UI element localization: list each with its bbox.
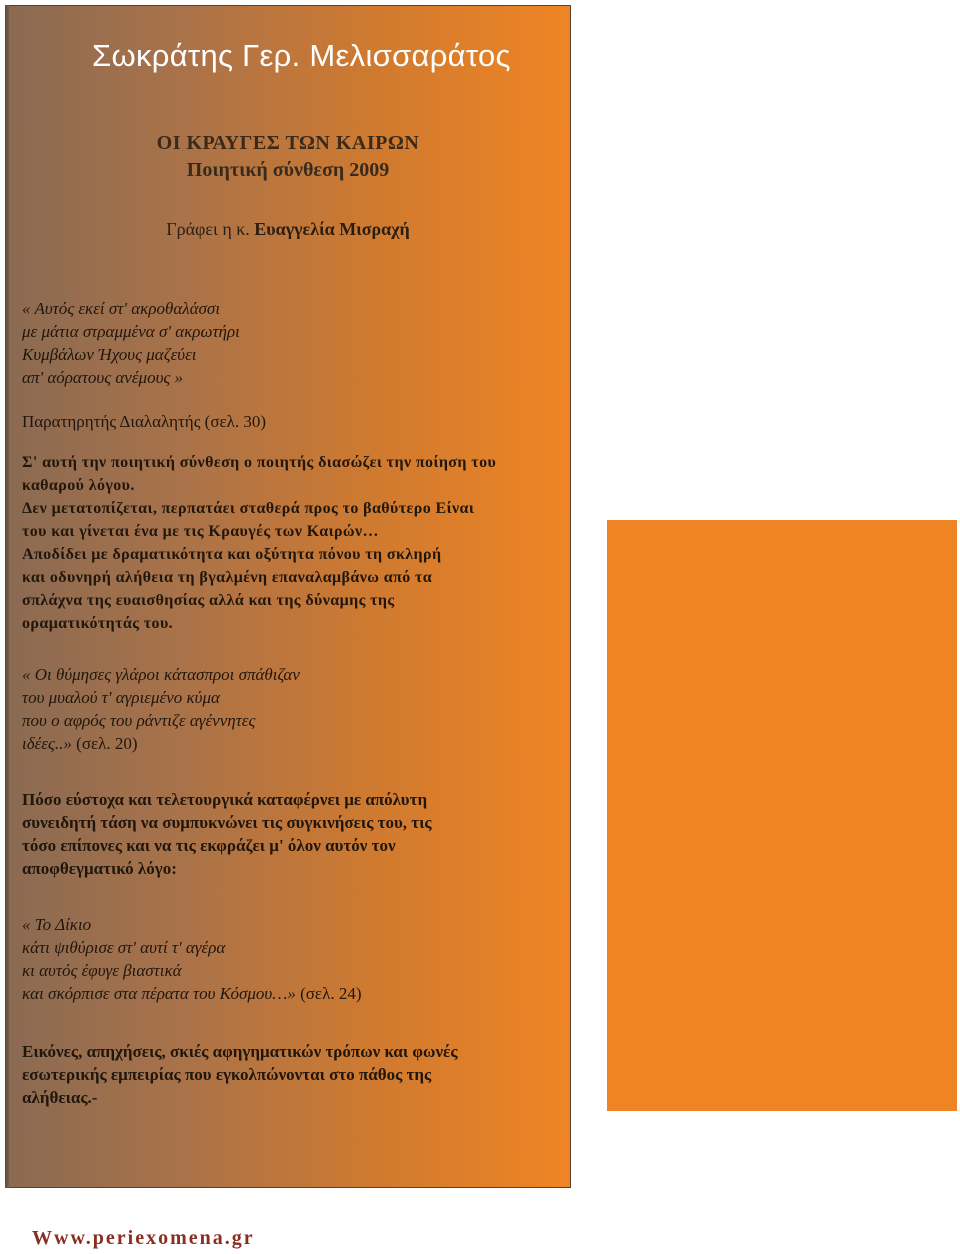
book-subtitle: Ποιητική σύνθεση 2009 [186, 159, 390, 181]
review-writer [5, 219, 571, 240]
paragraph-1 [22, 451, 562, 635]
paragraph-line: σπλάχνα της ευαισθησίας αλλά και της δύναμης της [22, 592, 395, 609]
quote-line: απ' αόρατους ανέμους » [22, 368, 184, 387]
paragraph-line: αλήθειας.- [22, 1088, 98, 1107]
quote-line: κι αυτός έφυγε βιαστικά [22, 961, 182, 980]
paragraph-line: Πόσο εύστοχα και τελετουργικά καταφέρνει με απόλυτη [22, 790, 428, 809]
quote-line: ιδέες..» [22, 734, 72, 753]
orange-side-box [607, 520, 957, 1111]
page-ref: (σελ. 20) [71, 734, 138, 753]
writer-prefix: Γράφει η κ. [166, 219, 250, 239]
paragraph-line: οραματικότητάς του. [22, 615, 174, 632]
paragraph-line: εσωτερικής εμπειρίας που εγκολπώνονται στο πάθος της [22, 1065, 432, 1084]
paragraph-line: τόσο επίπονες και να τις εκφράζει μ' όλον αυτόν τον [22, 836, 396, 855]
website-link[interactable]: Www.periexomena.gr [32, 1227, 255, 1249]
page-ref: (σελ. 24) [295, 984, 362, 1003]
quote-1-source [22, 410, 562, 433]
quote-1 [22, 297, 562, 389]
quote-line: του μυαλού τ' αγριεμένο κύμα [22, 688, 220, 707]
paragraph-3 [22, 1040, 562, 1109]
book-title: ΟΙ ΚΡΑΥΓΕΣ ΤΩΝ ΚΑΙΡΩΝ [156, 132, 420, 154]
paragraph-line: και οδυνηρή αλήθεια τη βγαλμένη επαναλαμβάνω από τα [22, 569, 433, 586]
paragraph-line: καθαρού λόγου. [22, 477, 135, 494]
panel-edge [5, 5, 9, 1188]
quote-2 [22, 663, 562, 755]
writer-name: Ευαγγελία Μισραχή [254, 219, 410, 239]
paragraph-line: Αποδίδει με δραματικότητα και οξύτητα πόνου τη σκληρή [22, 546, 442, 563]
quote-line: « Οι θύμησες γλάροι κάτασπροι σπάθιζαν [22, 665, 300, 684]
quote-line: με μάτια στραμμένα σ' ακρωτήρι [22, 322, 240, 341]
quote-line: « Αυτός εκεί στ' ακροθαλάσσι [22, 299, 221, 318]
quote-line: « Το Δίκιο [22, 915, 92, 934]
paragraph-2 [22, 788, 562, 880]
paragraph-line: του και γίνεται ένα με τις Κραυγές των Καιρών… [22, 523, 379, 540]
paragraph-line: συνειδητή τάση να συμπυκνώνει τις συγκινήσεις του, τις [22, 813, 432, 832]
paragraph-line: Εικόνες, απηχήσεις, σκιές αφηγηματικών τρόπων και φωνές [22, 1042, 458, 1061]
quote-line: και σκόρπισε στα πέρατα του Κόσμου…» [22, 984, 296, 1003]
quote-line: κάτι ψιθύρισε στ' αυτί τ' αγέρα [22, 938, 226, 957]
author-name: Σωκράτης Γερ. Μελισσαράτος [92, 38, 511, 73]
quote-3 [22, 913, 562, 1005]
source-line: Παρατηρητής Διαλαλητής (σελ. 30) [22, 412, 267, 431]
paragraph-line: Σ' αυτή την ποιητική σύνθεση ο ποιητής διασώζει την ποίηση του [22, 454, 497, 471]
quote-line: που ο αφρός του ράντιζε αγέννητες [22, 711, 256, 730]
paragraph-line: αποφθεγματικό λόγο: [22, 859, 177, 878]
quote-line: Κυμβάλων Ήχους μαζεύει [22, 345, 197, 364]
paragraph-line: Δεν μετατοπίζεται, περπατάει σταθερά προς το βαθύτερο Είναι [22, 500, 475, 517]
